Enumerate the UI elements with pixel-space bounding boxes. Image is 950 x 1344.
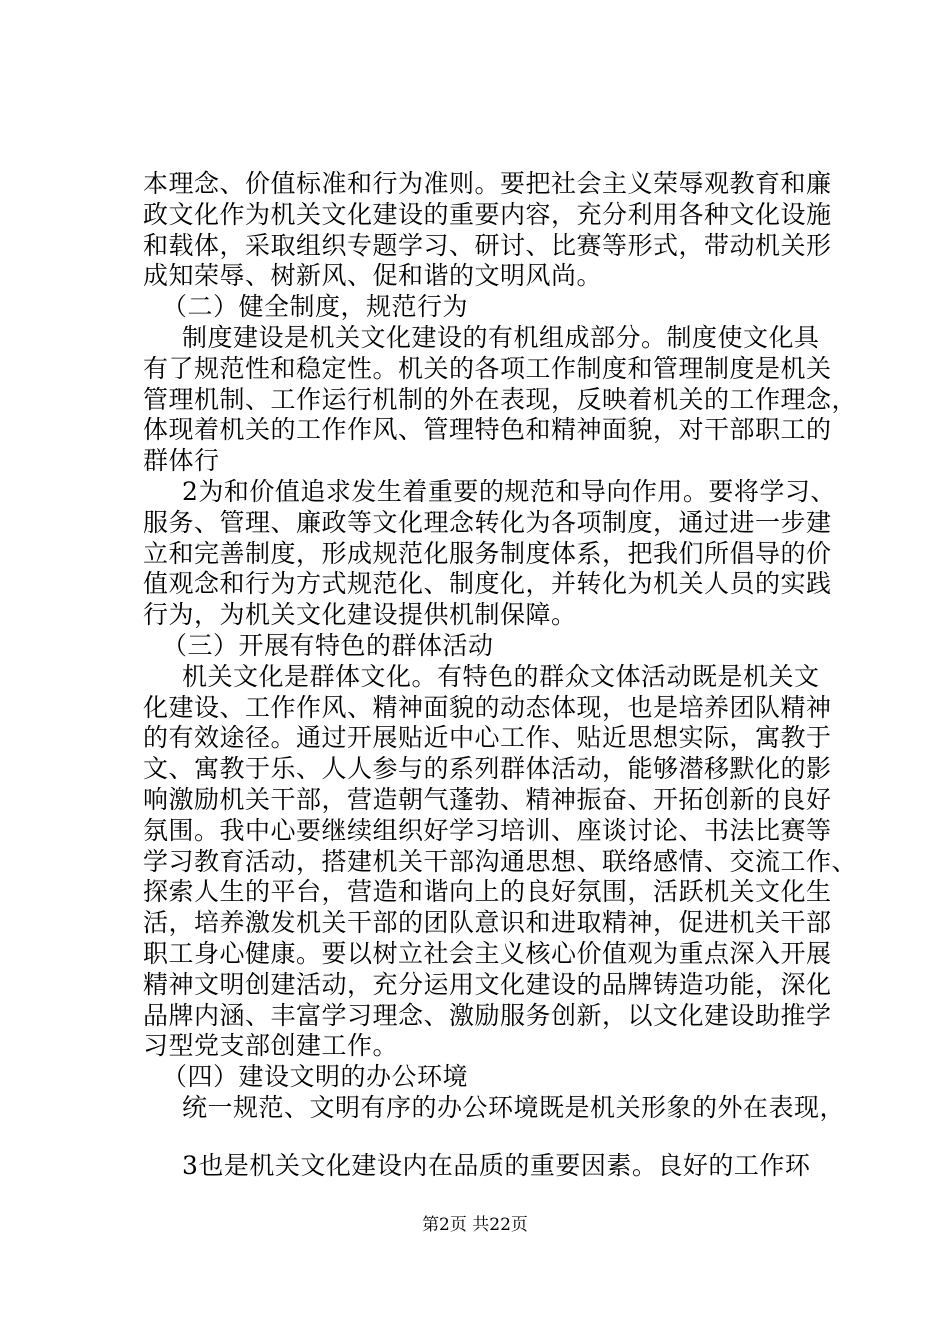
body-line: 活，培养激发机关干部的团队意识和进取精神，促进机关干部 [143, 908, 832, 938]
body-line: 成知荣辱、树新风、促和谐的文明风尚。 [143, 261, 603, 291]
body-line: 3也是机关文化建设内在品质的重要因素。良好的工作环 [182, 1151, 811, 1180]
body-line: 有了规范性和稳定性。机关的各项工作制度和管理制度是机关 [143, 353, 832, 383]
page-footer: 第2页 共22页 [422, 1215, 528, 1235]
body-line: 服务、管理、廉政等文化理念转化为各项制度，通过进一步建 [143, 507, 832, 537]
body-line: 制度建设是机关文化建设的有机组成部分。制度使文化具 [182, 323, 820, 352]
section-heading: （三）开展有特色的群体活动 [162, 631, 494, 660]
body-line: 群体行 [143, 446, 220, 476]
section-heading: （二）健全制度，规范行为 [162, 292, 469, 322]
body-line: 和载体，采取组织专题学习、研讨、比赛等形式，带动机关形 [143, 230, 832, 260]
body-line: 探索人生的平台，营造和谐向上的良好氛围，活跃机关文化生 [143, 877, 832, 907]
section-heading: （四）建设文明的办公环境 [162, 1062, 469, 1092]
body-line: 2为和价值追求发生着重要的规范和导向作用。要将学习、 [182, 477, 836, 506]
body-line: 文、寓教于乐、人人参与的系列群体活动，能够潜移默化的影 [143, 754, 832, 784]
body-line: 值观念和行为方式规范化、制度化，并转化为机关人员的实践 [143, 569, 832, 599]
body-line: 行为，为机关文化建设提供机制保障。 [143, 600, 577, 630]
body-line: 机关文化是群体文化。有特色的群众文体活动既是机关文 [182, 661, 820, 691]
body-line: 本理念、价值标准和行为准则。要把社会主义荣辱观教育和廉 [143, 169, 832, 198]
body-line: 氛围。我中心要继续组织好学习培训、座谈讨论、书法比赛等 [143, 815, 832, 845]
body-line: 学习教育活动，搭建机关干部沟通思想、联络感情、交流工作、 [143, 846, 858, 876]
body-line: 响激励机关干部，营造朝气蓬勃、精神振奋、开拓创新的良好 [143, 785, 832, 814]
body-line: 精神文明创建活动，充分运用文化建设的品牌铸造功能，深化 [143, 969, 832, 999]
body-line: 习型党支部创建工作。 [143, 1031, 399, 1061]
body-line: 立和完善制度，形成规范化服务制度体系，把我们所倡导的价 [143, 538, 832, 568]
body-line: 职工身心健康。要以树立社会主义核心价值观为重点深入开展 [143, 939, 832, 968]
body-line: 统一规范、文明有序的办公环境既是机关形象的外在表现， [182, 1093, 846, 1122]
body-line: 的有效途径。通过开展贴近中心工作、贴近思想实际，寓教于 [143, 723, 832, 753]
body-line: 品牌内涵、丰富学习理念、激励服务创新，以文化建设助推学 [143, 1000, 832, 1030]
body-line: 管理机制、工作运行机制的外在表现，反映着机关的工作理念， [143, 384, 858, 414]
body-line: 体现着机关的工作作风、管理特色和精神面貌，对干部职工的 [143, 415, 832, 445]
body-line: 化建设、工作作风、精神面貌的动态体现，也是培养团队精神 [143, 692, 832, 722]
body-line: 政文化作为机关文化建设的重要内容，充分利用各种文化设施 [143, 199, 832, 229]
